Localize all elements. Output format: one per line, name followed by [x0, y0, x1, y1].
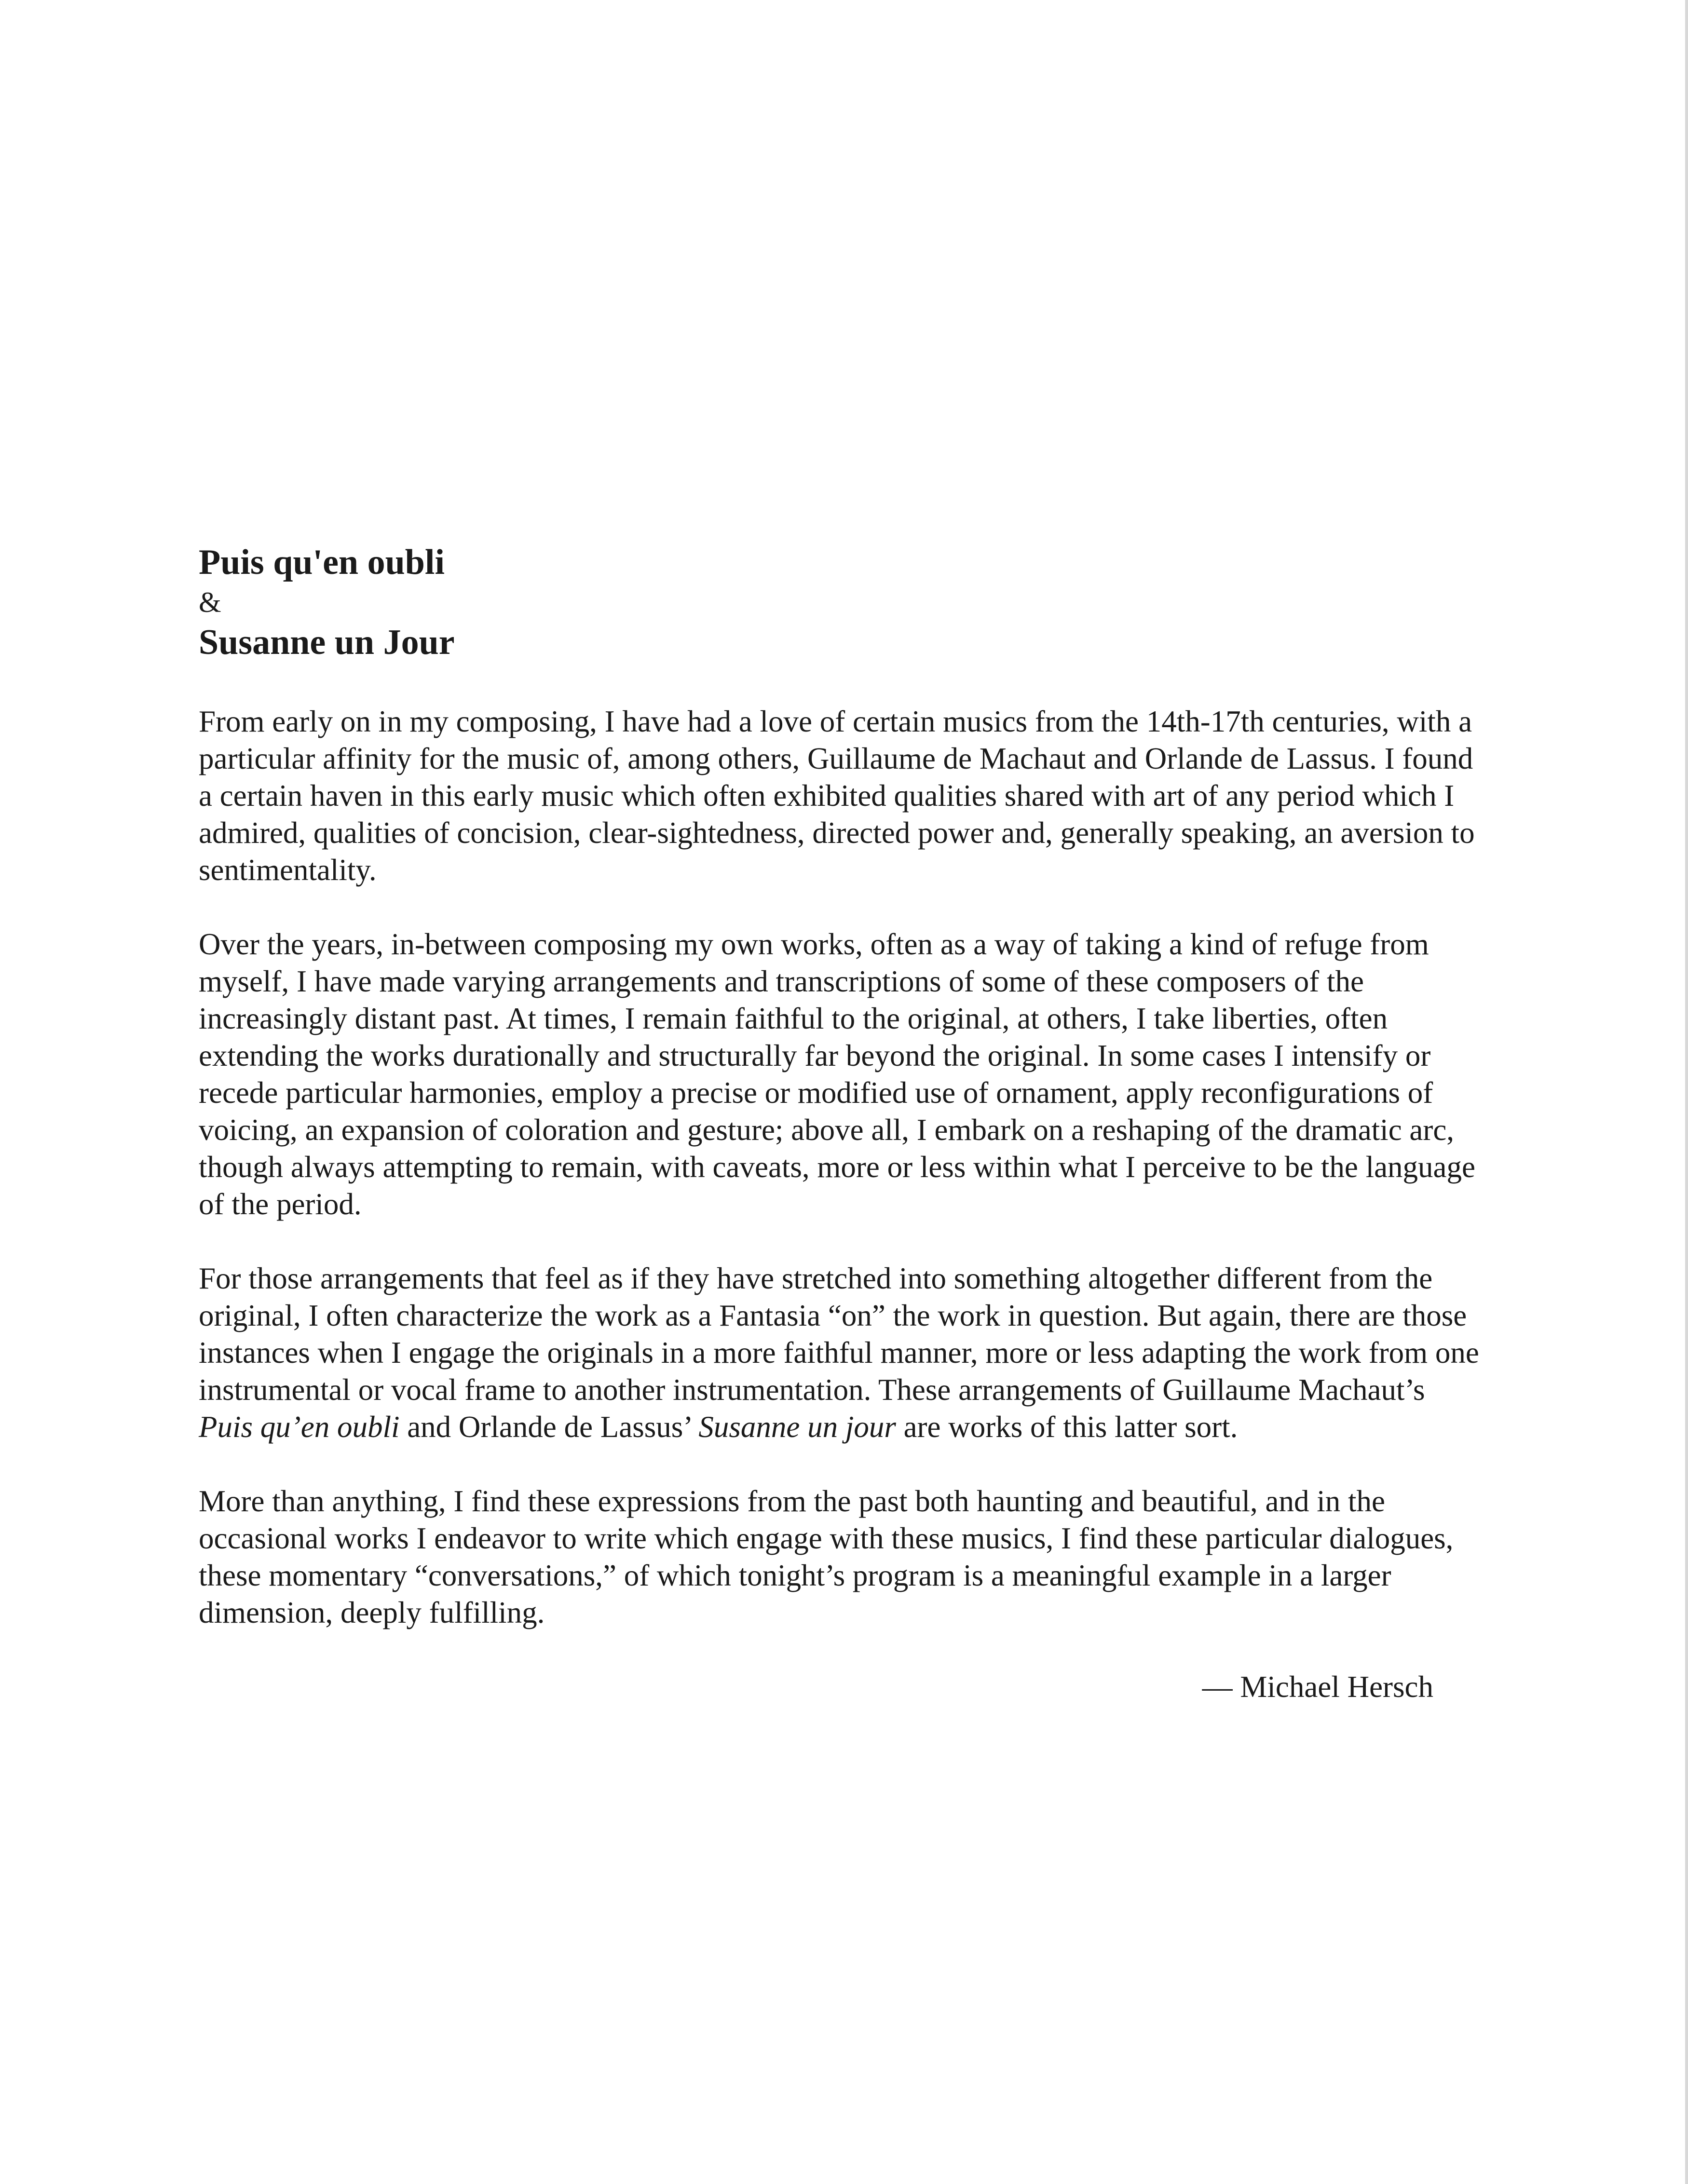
work-title-susanne-un-jour: Susanne un jour: [698, 1410, 896, 1444]
paragraph-3: [199, 1260, 1482, 1446]
author-signature: — Michael Hersch: [1202, 1670, 1433, 1704]
title-line-2: Susanne un Jour: [199, 623, 455, 662]
paragraph-1: From early on in my composing, I have had a love of certain musics from the 14th-17th centuries, with a particular affinity for the music of, among others, Guillaume de Machaut and Orlande de Lassus. I found a certain haven in this early music which often exhibited qualities shared with art of any period which I admired, qualities of concision, clear-sightedness, directed power and, generally speaking, an aversion to sentimentality.: [199, 705, 1475, 887]
title-line-1: Puis qu'en oubli: [199, 543, 445, 582]
paragraph-2: Over the years, in-between composing my own works, often as a way of taking a kind of refuge from myself, I have made varying arrangements and transcriptions of some of these composers of the increasingly distant past. At times, I remain faithful to the original, at others, I take liberties, often extending the works durationally and structurally far beyond the original. In some cases I intensify or recede particular harmonies, employ a precise or modified use of ornament, apply reconfigurations of voicing, an expansion of coloration and gesture; above all, I embark on a reshaping of the dramatic arc, though always attempting to remain, with caveats, more or less within what I perceive to be the language of the period.: [199, 927, 1475, 1221]
title-ampersand: &: [199, 586, 221, 618]
paragraph-4: More than anything, I find these expressions from the past both haunting and beautiful, and in the occasional works I endeavor to write which engage with these musics, I find these particular dialogues, these momentary “conversations,” of which tonight’s program is a meaningful example in a larger dimension, deeply fulfilling.: [199, 1484, 1454, 1629]
page-edge: [1685, 0, 1688, 2184]
paragraph-3-text-2: and Orlande de Lassus’: [399, 1410, 699, 1444]
work-title-puis-quen-oubli: Puis qu’en oubli: [199, 1410, 400, 1444]
document-body: [199, 539, 1482, 1706]
paragraph-3-text-3: are works of this latter sort.: [896, 1410, 1238, 1444]
paragraph-3-text-1: For those arrangements that feel as if they have stretched into something altogether different from the original, I often characterize the work as a Fantasia “on” the work in question. But again, there are those instances when I engage the originals in a more faithful manner, more or less adapting the work from one instrumental or vocal frame to another instrumentation. These arrangements of Guillaume Machaut’s: [199, 1262, 1479, 1407]
